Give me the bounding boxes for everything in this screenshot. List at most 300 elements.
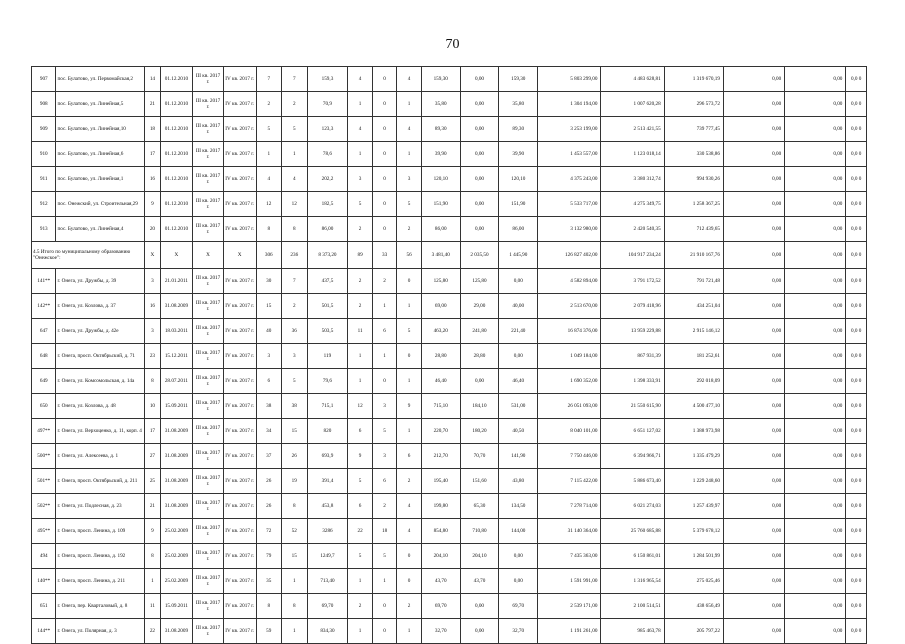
table-cell: 120,10: [421, 167, 460, 192]
table-cell: 2: [348, 594, 372, 619]
table-cell: 0,00: [460, 92, 499, 117]
table-cell: 159,30: [421, 67, 460, 92]
table-cell: 151,90: [499, 192, 538, 217]
table-cell: 0: [372, 142, 396, 167]
table-cell: 1: [348, 569, 372, 594]
table-cell: 1 258 367,25: [664, 192, 723, 217]
table-cell: 0,00: [785, 117, 846, 142]
table-cell: 1 304 194,00: [538, 92, 601, 117]
table-cell: 181 252,61: [664, 344, 723, 369]
table-cell: IV кв. 2017 г.: [223, 67, 256, 92]
table-cell: IV кв. 2017 г.: [223, 444, 256, 469]
table-cell: 820: [307, 419, 348, 444]
table-cell: 22: [145, 619, 160, 644]
table-cell: 32,70: [499, 619, 538, 644]
table-cell: 275 025,46: [664, 569, 723, 594]
table-cell: 1 316 965,54: [601, 569, 664, 594]
table-cell: 17: [145, 142, 160, 167]
table-cell: 1: [348, 142, 372, 167]
table-row: [32, 594, 867, 619]
table-cell: 4: [348, 117, 372, 142]
table-cell: 0,00: [723, 519, 784, 544]
table-row: [32, 569, 867, 594]
table-cell: III кв. 2017 г.: [193, 369, 224, 394]
table-cell: г. Онега, ул. Алексеева, д. 1: [56, 444, 145, 469]
table-cell: 3: [348, 167, 372, 192]
table-cell: 0,00: [723, 92, 784, 117]
table-row: [32, 294, 867, 319]
table-cell: 9: [397, 394, 421, 419]
table-cell: 4 483 628,81: [601, 67, 664, 92]
table-cell: 126 827 402,00: [538, 242, 601, 269]
table-cell: 0,0 0: [846, 619, 867, 644]
table-cell: 159,30: [499, 67, 538, 92]
table-cell: 26: [256, 469, 282, 494]
table-row: [32, 269, 867, 294]
page-number: 70: [445, 37, 460, 52]
table-cell: 1: [372, 344, 396, 369]
table-cell: 8: [256, 217, 282, 242]
table-cell: 3 481,40: [421, 242, 460, 269]
table-cell: IV кв. 2017 г.: [223, 192, 256, 217]
table-cell: 69,70: [421, 594, 460, 619]
table-row: [32, 394, 867, 419]
table-cell: 31 140 364,00: [538, 519, 601, 544]
table-cell: 31.08.2009: [160, 444, 193, 469]
table-cell: IV кв. 2017 г.: [223, 394, 256, 419]
table-cell: 241,80: [460, 319, 499, 344]
table-cell: III кв. 2017 г.: [193, 419, 224, 444]
table-cell: 0,0 0: [846, 369, 867, 394]
table-cell: X: [160, 242, 193, 269]
table-cell: IV кв. 2017 г.: [223, 619, 256, 644]
table-row: [32, 192, 867, 217]
table-cell: 0,00: [785, 594, 846, 619]
table-cell: 0,0 0: [846, 394, 867, 419]
table-cell: 713,40: [307, 569, 348, 594]
table-cell: 2: [372, 494, 396, 519]
table-cell: IV кв. 2017 г.: [223, 92, 256, 117]
table-cell: 0,00: [785, 369, 846, 394]
table-cell: 0,00: [460, 142, 499, 167]
table-cell: 710,80: [460, 519, 499, 544]
table-cell: 0,00: [460, 619, 499, 644]
table-cell: 3: [282, 344, 308, 369]
table-cell: г. Онега, ул. Козлова, д. 48: [56, 394, 145, 419]
table-cell: 40,00: [499, 294, 538, 319]
table-cell: 497**: [32, 419, 56, 444]
table-cell: III кв. 2017 г.: [193, 544, 224, 569]
table-cell: г. Онега, просп. Октябрьский, д. 71: [56, 344, 145, 369]
table-cell: III кв. 2017 г.: [193, 269, 224, 294]
table-cell: 01.12.2010: [160, 192, 193, 217]
table-cell: 3286: [307, 519, 348, 544]
table-cell: 834,30: [307, 619, 348, 644]
table-cell: III кв. 2017 г.: [193, 217, 224, 242]
table-row: [32, 469, 867, 494]
table-cell: пос. Булатово, ул. Линейная,5: [56, 92, 145, 117]
table-cell: 0,0 0: [846, 142, 867, 167]
table-cell: 43,70: [421, 569, 460, 594]
table-cell: 4 582 894,00: [538, 269, 601, 294]
table-cell: 1: [348, 369, 372, 394]
table-cell: 65,30: [460, 494, 499, 519]
table-cell: 202,2: [307, 167, 348, 192]
table-cell: 38: [256, 394, 282, 419]
table-cell: г. Онега, просп. Ленина, д. 192: [56, 544, 145, 569]
table-cell: III кв. 2017 г.: [193, 444, 224, 469]
table-cell: 2 079 418,96: [601, 294, 664, 319]
table-cell: 134,50: [499, 494, 538, 519]
table-cell: 0,00: [460, 594, 499, 619]
table-cell: 140**: [32, 569, 56, 594]
table-cell: IV кв. 2017 г.: [223, 419, 256, 444]
table-cell: 9: [348, 444, 372, 469]
table-cell: IV кв. 2017 г.: [223, 319, 256, 344]
table-cell: 0,0 0: [846, 67, 867, 92]
table-cell: 0,0 0: [846, 569, 867, 594]
table-cell: 40: [256, 319, 282, 344]
table-cell: 7 278 714,00: [538, 494, 601, 519]
table-cell: 5 533 717,00: [538, 192, 601, 217]
total-row: [32, 242, 867, 269]
table-row: [32, 217, 867, 242]
table-cell: 70,9: [307, 92, 348, 117]
table-cell: 8 040 101,00: [538, 419, 601, 444]
table-cell: 4 500 477,10: [664, 394, 723, 419]
table-cell: 0,0 0: [846, 494, 867, 519]
table-cell: г. Онега, просп. Ленина, д. 211: [56, 569, 145, 594]
table-cell: 1: [397, 419, 421, 444]
table-cell: 6: [372, 469, 396, 494]
table-cell: 0,0 0: [846, 519, 867, 544]
table-cell: 0,00: [499, 344, 538, 369]
table-cell: пос. Булатово, ул. Линейная,6: [56, 142, 145, 167]
table-row: [32, 319, 867, 344]
table-cell: 3 791 172,52: [601, 269, 664, 294]
table-cell: 908: [32, 92, 56, 117]
table-cell: 0,00: [723, 269, 784, 294]
table-cell: 6: [348, 419, 372, 444]
table-cell: 119: [307, 344, 348, 369]
table-cell: 2: [397, 594, 421, 619]
table-cell: III кв. 2017 г.: [193, 117, 224, 142]
table-cell: 10: [145, 394, 160, 419]
table-cell: 1: [256, 142, 282, 167]
table-cell: 0,00: [785, 242, 846, 269]
table-cell: 2: [348, 269, 372, 294]
table-cell: IV кв. 2017 г.: [223, 269, 256, 294]
table-cell: 19: [282, 469, 308, 494]
table-cell: 5: [282, 117, 308, 142]
table-cell: 8 373,20: [307, 242, 348, 269]
table-cell: 1 123 018,14: [601, 142, 664, 167]
total-label: 4.5 Итого по муниципальному образованию "Онежское":: [32, 242, 145, 269]
table-cell: III кв. 2017 г.: [193, 344, 224, 369]
table-cell: IV кв. 2017 г.: [223, 167, 256, 192]
table-cell: 0,0 0: [846, 192, 867, 217]
table-cell: 39,90: [421, 142, 460, 167]
table-cell: 13 959 229,88: [601, 319, 664, 344]
table-cell: 18.03.2011: [160, 319, 193, 344]
table-cell: 23: [145, 344, 160, 369]
table-cell: III кв. 2017 г.: [193, 192, 224, 217]
table-cell: 531,00: [499, 394, 538, 419]
table-cell: 123,3: [307, 117, 348, 142]
table-cell: 120,10: [499, 167, 538, 192]
table-cell: 2: [282, 294, 308, 319]
table-cell: 0: [372, 619, 396, 644]
table-cell: 1: [348, 92, 372, 117]
table-cell: 12: [348, 394, 372, 419]
table-cell: 463,20: [421, 319, 460, 344]
table-cell: 0,00: [723, 67, 784, 92]
table-cell: 651: [32, 594, 56, 619]
table-cell: 0,00: [785, 92, 846, 117]
table-cell: 907: [32, 67, 56, 92]
table-cell: 6: [397, 444, 421, 469]
table-row: [32, 117, 867, 142]
table-cell: 8: [282, 494, 308, 519]
table-cell: III кв. 2017 г.: [193, 92, 224, 117]
table-cell: IV кв. 2017 г.: [223, 569, 256, 594]
table-cell: 1 007 620,28: [601, 92, 664, 117]
table-cell: 4 375 243,00: [538, 167, 601, 192]
table-cell: 2 100 514,51: [601, 594, 664, 619]
table-cell: 0,00: [460, 369, 499, 394]
table-cell: 1 690 352,00: [538, 369, 601, 394]
table-cell: 0: [372, 192, 396, 217]
table-cell: 647: [32, 319, 56, 344]
table-cell: 0,00: [460, 192, 499, 217]
table-cell: 15: [256, 294, 282, 319]
table-cell: 21.01.2011: [160, 269, 193, 294]
table-cell: 2 513 670,00: [538, 294, 601, 319]
table-cell: 70,70: [460, 444, 499, 469]
table-cell: 104 917 234,24: [601, 242, 664, 269]
resettlement-register-table: [31, 66, 867, 644]
table-cell: 16: [145, 167, 160, 192]
table-cell: 28.07.2011: [160, 369, 193, 394]
table-cell: 12: [282, 192, 308, 217]
table-cell: 0,00: [499, 569, 538, 594]
table-cell: 0,00: [785, 394, 846, 419]
table-cell: 199,80: [421, 494, 460, 519]
table-cell: 1: [372, 569, 396, 594]
table-row: [32, 494, 867, 519]
table-cell: 494: [32, 544, 56, 569]
table-cell: 142**: [32, 294, 56, 319]
table-cell: 36: [282, 319, 308, 344]
table-cell: 6 150 861,01: [601, 544, 664, 569]
table-cell: г. Онега, пер. Кварталовый, д. 8: [56, 594, 145, 619]
table-cell: 0,00: [785, 444, 846, 469]
table-cell: 0,00: [499, 269, 538, 294]
table-cell: 236: [282, 242, 308, 269]
table-cell: 867 931,39: [601, 344, 664, 369]
table-cell: 391,4: [307, 469, 348, 494]
table-cell: 35: [256, 569, 282, 594]
table-cell: 14: [145, 67, 160, 92]
table-cell: 3 132 980,00: [538, 217, 601, 242]
table-cell: 650: [32, 394, 56, 419]
table-cell: III кв. 2017 г.: [193, 167, 224, 192]
table-cell: 204,10: [460, 544, 499, 569]
table-cell: 0,00: [785, 494, 846, 519]
table-cell: X: [223, 242, 256, 269]
table-cell: 5: [348, 544, 372, 569]
table-cell: 912: [32, 192, 56, 217]
table-cell: 3: [372, 444, 396, 469]
table-cell: IV кв. 2017 г.: [223, 117, 256, 142]
table-cell: 18: [145, 117, 160, 142]
table-cell: 0,00: [723, 242, 784, 269]
table-cell: 184,10: [460, 394, 499, 419]
table-cell: 35,80: [421, 92, 460, 117]
table-cell: пос. Онежский, ул. Строительная,29: [56, 192, 145, 217]
table-cell: 6 021 274,03: [601, 494, 664, 519]
table-cell: 4: [397, 117, 421, 142]
table-cell: III кв. 2017 г.: [193, 67, 224, 92]
table-cell: IV кв. 2017 г.: [223, 142, 256, 167]
table-cell: 0,00: [785, 269, 846, 294]
table-cell: 182,5: [307, 192, 348, 217]
table-cell: 0: [397, 544, 421, 569]
table-cell: 2: [348, 217, 372, 242]
table-cell: 0: [372, 369, 396, 394]
table-cell: 5: [348, 469, 372, 494]
table-cell: 437,5: [307, 269, 348, 294]
table-cell: 0,00: [723, 494, 784, 519]
table-cell: 503,5: [307, 319, 348, 344]
table-cell: 16: [145, 294, 160, 319]
table-cell: 438 656,49: [664, 594, 723, 619]
table-cell: X: [193, 242, 224, 269]
table-cell: пос. Булатово, ул. Первомайская,2: [56, 67, 145, 92]
table-cell: 0,00: [723, 369, 784, 394]
table-cell: III кв. 2017 г.: [193, 569, 224, 594]
table-cell: 25.02.2009: [160, 544, 193, 569]
table-cell: 5 886 673,40: [601, 469, 664, 494]
table-cell: 0,0 0: [846, 544, 867, 569]
table-row: [32, 444, 867, 469]
table-cell: 6 651 127,02: [601, 419, 664, 444]
table-cell: 28,80: [460, 344, 499, 369]
table-cell: 5: [256, 117, 282, 142]
table-cell: 3: [145, 319, 160, 344]
table-cell: 32,70: [421, 619, 460, 644]
table-cell: 39,90: [499, 142, 538, 167]
table-cell: 15: [282, 544, 308, 569]
table-cell: 0,0 0: [846, 167, 867, 192]
table-cell: 151,90: [421, 192, 460, 217]
table-cell: 43,80: [499, 469, 538, 494]
table-cell: 1: [397, 369, 421, 394]
table-cell: 0,00: [723, 167, 784, 192]
table-cell: 3: [397, 167, 421, 192]
table-cell: 7: [256, 67, 282, 92]
table-cell: 0,00: [785, 469, 846, 494]
table-cell: 0,00: [785, 519, 846, 544]
table-cell: 1249,7: [307, 544, 348, 569]
table-cell: 33: [372, 242, 396, 269]
table-cell: 3 380 312,74: [601, 167, 664, 192]
table-cell: 9: [145, 519, 160, 544]
table-cell: 0: [372, 594, 396, 619]
table-cell: 2 915 146,12: [664, 319, 723, 344]
table-cell: 0,00: [785, 619, 846, 644]
table-cell: г. Онега, ул. Подлесная, д. 23: [56, 494, 145, 519]
table-cell: 0,0 0: [846, 269, 867, 294]
table-cell: 4: [282, 167, 308, 192]
table-cell: г. Онега, ул. Комсомольская, д. 14а: [56, 369, 145, 394]
table-cell: 1 049 184,00: [538, 344, 601, 369]
table-body: [32, 67, 867, 644]
table-cell: 2 420 540,35: [601, 217, 664, 242]
table-cell: 648: [32, 344, 56, 369]
table-row: [32, 419, 867, 444]
table-row: [32, 142, 867, 167]
table-cell: 7: [282, 269, 308, 294]
table-cell: 854,80: [421, 519, 460, 544]
table-cell: 1: [145, 569, 160, 594]
table-cell: 0: [372, 92, 396, 117]
table-cell: 994 930,26: [664, 167, 723, 192]
table-cell: III кв. 2017 г.: [193, 142, 224, 167]
table-cell: 4: [397, 67, 421, 92]
table-cell: 0,00: [785, 67, 846, 92]
table-cell: 501**: [32, 469, 56, 494]
table-cell: 204,10: [421, 544, 460, 569]
table-cell: пос. Булатово, ул. Линейная,1: [56, 167, 145, 192]
table-cell: 212,70: [421, 444, 460, 469]
table-cell: 1: [397, 294, 421, 319]
table-cell: 913: [32, 217, 56, 242]
table-cell: 1 388 973,98: [664, 419, 723, 444]
table-cell: 1 335 479,29: [664, 444, 723, 469]
table-cell: 0,00: [460, 217, 499, 242]
table-cell: III кв. 2017 г.: [193, 494, 224, 519]
table-cell: 2: [256, 92, 282, 117]
table-cell: 330 538,86: [664, 142, 723, 167]
table-cell: 5: [397, 319, 421, 344]
table-cell: 26 051 093,00: [538, 394, 601, 419]
table-cell: 0: [372, 117, 396, 142]
table-cell: 01.12.2010: [160, 92, 193, 117]
table-cell: г. Онега, ул. Дружбы, д. 42е: [56, 319, 145, 344]
table-cell: 31.08.2009: [160, 469, 193, 494]
table-cell: 52: [282, 519, 308, 544]
table-cell: 1: [397, 142, 421, 167]
table-cell: 5: [348, 192, 372, 217]
table-cell: 31.08.2009: [160, 294, 193, 319]
table-cell: 0,00: [723, 594, 784, 619]
table-cell: 0,00: [785, 419, 846, 444]
table-cell: 31.08.2009: [160, 494, 193, 519]
table-cell: 86,00: [307, 217, 348, 242]
table-cell: 46,40: [499, 369, 538, 394]
table-cell: 0,00: [460, 167, 499, 192]
table-cell: 17: [145, 419, 160, 444]
table-cell: 205 797,22: [664, 619, 723, 644]
table-cell: 306: [256, 242, 282, 269]
table-cell: 16 874 376,00: [538, 319, 601, 344]
table-cell: 4 275 349,75: [601, 192, 664, 217]
table-cell: 0,0 0: [846, 92, 867, 117]
table-cell: 7 435 363,00: [538, 544, 601, 569]
table-cell: 1: [397, 92, 421, 117]
table-cell: 693,9: [307, 444, 348, 469]
